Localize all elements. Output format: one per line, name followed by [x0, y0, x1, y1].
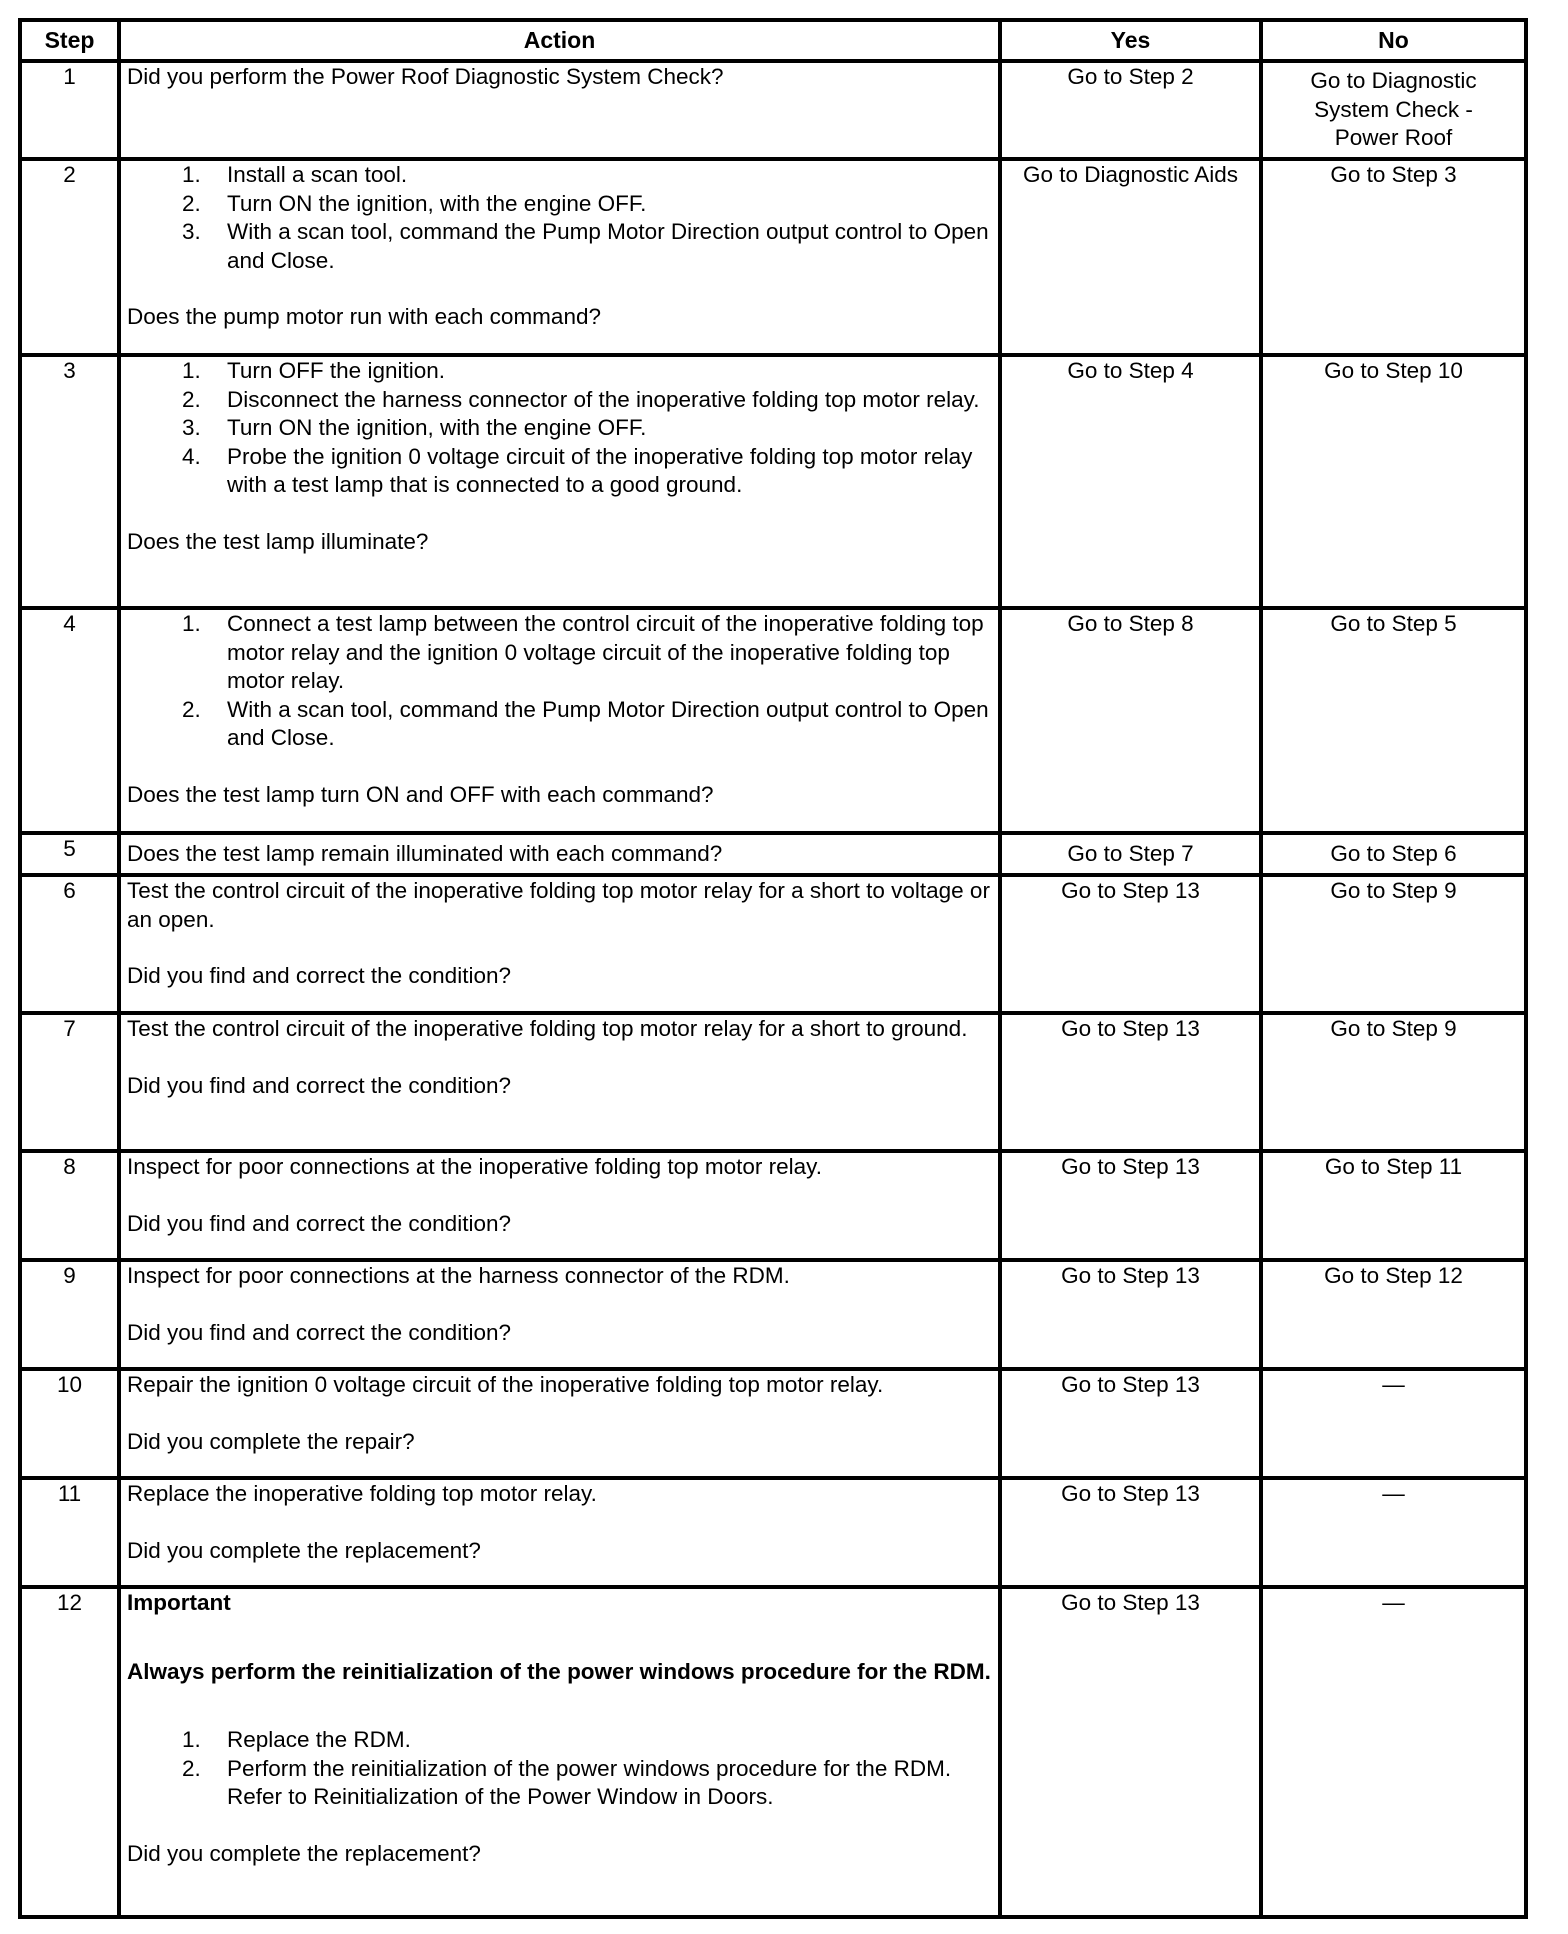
question-text: Does the pump motor run with each command?	[127, 304, 601, 329]
no-link[interactable]: Go to Step 11	[1261, 1151, 1526, 1260]
yes-link[interactable]: Go to Step 13	[1000, 1260, 1261, 1369]
table-row	[20, 875, 1526, 1013]
step-number: 8	[20, 1151, 119, 1260]
action-cell	[119, 1478, 1000, 1587]
question-text: Does the test lamp illuminate?	[127, 528, 429, 554]
action-cell	[119, 875, 1000, 1013]
list-item: 1. Replace the RDM.	[182, 1727, 411, 1752]
step-number: 9	[20, 1260, 119, 1369]
action-cell	[119, 1587, 1000, 1917]
action-cell	[119, 159, 1000, 355]
table-row	[20, 833, 1526, 875]
step-number: 3	[20, 355, 119, 608]
step-list	[127, 610, 992, 753]
question-text: Did you find and correct the condition?	[127, 1210, 511, 1236]
important-note: Always perform the reinitialization of the power windows procedure for the RDM.	[127, 1658, 991, 1684]
table-row	[20, 1478, 1526, 1587]
table-row	[20, 1587, 1526, 1917]
no-link[interactable]: Go to Step 10	[1261, 355, 1526, 608]
list-item: 3. Turn ON the ignition, with the engine OFF.	[182, 415, 647, 440]
action-cell	[119, 1369, 1000, 1478]
table-row	[20, 1260, 1526, 1369]
table-row	[20, 1369, 1526, 1478]
step-number: 4	[20, 608, 119, 833]
table-row	[20, 1013, 1526, 1151]
action-text: Repair the ignition 0 voltage circuit of the inoperative folding top motor relay.	[127, 1372, 884, 1397]
action-cell	[119, 1151, 1000, 1260]
step-list	[127, 357, 992, 500]
yes-link[interactable]: Go to Step 13	[1000, 1587, 1261, 1917]
step-number: 5	[20, 833, 119, 875]
action-text: Inspect for poor connections at the harness connector of the RDM.	[127, 1263, 790, 1288]
list-item: 2. Turn ON the ignition, with the engine OFF.	[182, 190, 647, 216]
action-cell	[119, 833, 1000, 875]
question-text: Did you complete the repair?	[127, 1428, 415, 1454]
yes-link[interactable]: Go to Step 13	[1000, 1369, 1261, 1478]
question-text: Did you complete the replacement?	[127, 1537, 481, 1563]
table-row	[20, 608, 1526, 833]
list-item: 1. Turn OFF the ignition.	[182, 358, 446, 383]
yes-link[interactable]: Go to Step 8	[1000, 608, 1261, 833]
no-value: —	[1261, 1587, 1526, 1917]
no-link[interactable]: Go to Step 6	[1261, 833, 1526, 875]
table-row	[20, 355, 1526, 608]
question-text: Does the test lamp turn ON and OFF with each command?	[127, 781, 714, 807]
list-item: 2. Perform the reinitialization of the power windows procedure for the RDM. Refer to Reinitialization of the Power Window in Doors.	[182, 1755, 952, 1809]
no-value: —	[1261, 1478, 1526, 1587]
step-number: 6	[20, 875, 119, 1013]
yes-link[interactable]: Go to Step 13	[1000, 1478, 1261, 1587]
important-label: Important	[127, 1590, 231, 1615]
yes-link[interactable]: Go to Step 13	[1000, 1013, 1261, 1151]
header-no: No	[1261, 20, 1526, 61]
list-item: 1. Install a scan tool.	[182, 162, 408, 187]
list-item: 2. Disconnect the harness connector of the inoperative folding top motor relay.	[182, 386, 980, 412]
step-number: 2	[20, 159, 119, 355]
step-number: 1	[20, 61, 119, 159]
no-link[interactable]: Go to Step 9	[1261, 875, 1526, 1013]
step-list	[127, 1726, 992, 1812]
header-action: Action	[119, 20, 1000, 61]
step-number: 10	[20, 1369, 119, 1478]
question-text: Did you find and correct the condition?	[127, 1319, 511, 1345]
step-number: 12	[20, 1587, 119, 1917]
action-text: Inspect for poor connections at the inoperative folding top motor relay.	[127, 1154, 822, 1179]
header-step: Step	[20, 20, 119, 61]
no-value: —	[1261, 1369, 1526, 1478]
yes-link[interactable]: Go to Diagnostic Aids	[1000, 159, 1261, 355]
table-row	[20, 159, 1526, 355]
action-cell	[119, 61, 1000, 159]
no-link[interactable]: Go to Step 9	[1261, 1013, 1526, 1151]
yes-link[interactable]: Go to Step 7	[1000, 833, 1261, 875]
action-text: Test the control circuit of the inoperative folding top motor relay for a short to ground.	[127, 1016, 968, 1041]
action-text: Does the test lamp remain illuminated with each command?	[127, 840, 723, 866]
question-text: Did you find and correct the condition?	[127, 963, 511, 988]
yes-link[interactable]: Go to Step 13	[1000, 875, 1261, 1013]
list-item: 1. Connect a test lamp between the control circuit of the inoperative folding top motor relay and the ignition 0 voltage circuit of the inoperative folding top motor relay.	[182, 611, 984, 693]
action-text: Did you perform the Power Roof Diagnostic System Check?	[127, 64, 724, 89]
table-header-row	[20, 20, 1526, 61]
yes-link[interactable]: Go to Step 4	[1000, 355, 1261, 608]
question-text: Did you find and correct the condition?	[127, 1072, 511, 1098]
no-link[interactable]: Go to Diagnostic System Check - Power Roof	[1261, 61, 1526, 159]
step-number: 11	[20, 1478, 119, 1587]
action-cell	[119, 355, 1000, 608]
list-item: 2. With a scan tool, command the Pump Motor Direction output control to Open and Close.	[182, 696, 989, 750]
header-yes: Yes	[1000, 20, 1261, 61]
no-link[interactable]: Go to Step 5	[1261, 608, 1526, 833]
step-number: 7	[20, 1013, 119, 1151]
action-text: Replace the inoperative folding top motor relay.	[127, 1481, 597, 1506]
action-cell	[119, 1260, 1000, 1369]
yes-link[interactable]: Go to Step 13	[1000, 1151, 1261, 1260]
action-cell	[119, 1013, 1000, 1151]
action-cell	[119, 608, 1000, 833]
list-item: 4. Probe the ignition 0 voltage circuit of the inoperative folding top motor relay with a test lamp that is connected to a good ground.	[182, 443, 973, 497]
question-text: Did you complete the replacement?	[127, 1840, 481, 1866]
action-text: Test the control circuit of the inoperative folding top motor relay for a short to voltage or an open.	[127, 878, 990, 932]
list-item: 3. With a scan tool, command the Pump Motor Direction output control to Open and Close.	[182, 219, 989, 273]
no-link[interactable]: Go to Step 3	[1261, 159, 1526, 355]
yes-link[interactable]: Go to Step 2	[1000, 61, 1261, 159]
diagnostic-table	[18, 18, 1528, 1919]
no-link[interactable]: Go to Step 12	[1261, 1260, 1526, 1369]
step-list	[127, 161, 992, 275]
table-row	[20, 61, 1526, 159]
table-row	[20, 1151, 1526, 1260]
